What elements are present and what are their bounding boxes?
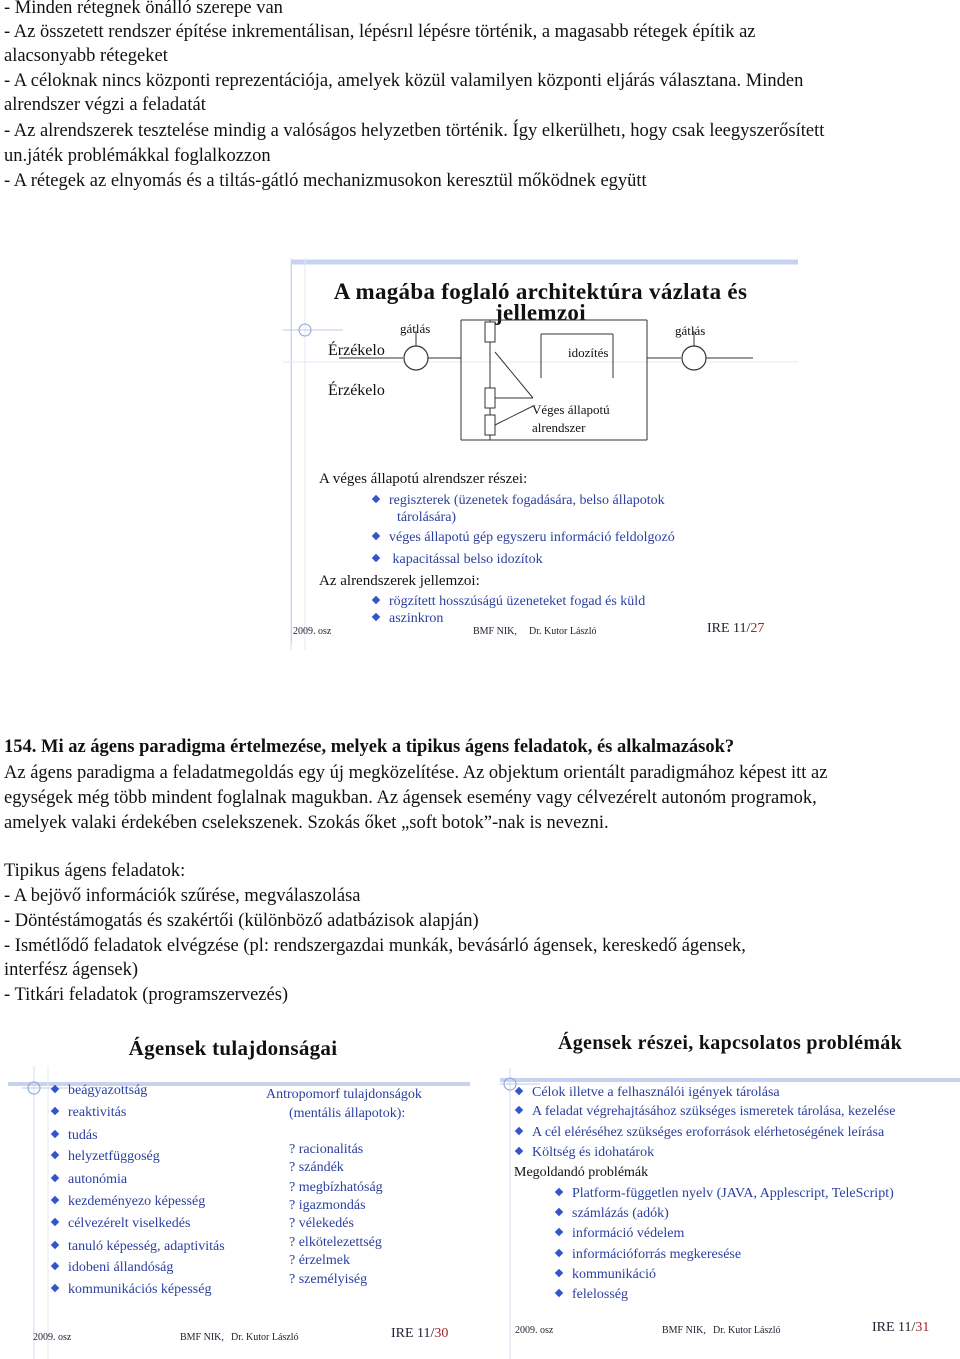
list-item: felelosség <box>556 1286 628 1303</box>
timer-label: idozítés <box>568 345 609 360</box>
bullet-icon <box>51 1130 59 1138</box>
slide-title-line: A magába foglaló architektúra vázlata és <box>333 279 748 304</box>
list-item: kezdeményezo képesség <box>52 1193 205 1210</box>
list-item: információforrás megkeresése <box>556 1246 741 1263</box>
register-box <box>485 388 495 408</box>
slide-footer-author: Dr. Kutor László <box>231 1332 299 1343</box>
slide-footer-author: Dr. Kutor László <box>529 626 597 637</box>
text-line: - Minden rétegnek önálló szerepe van <box>4 0 283 18</box>
anthro-item: ? igazmondás <box>289 1198 366 1213</box>
bullet-icon <box>372 495 380 503</box>
text-line: - A rétegek az elnyomás és a tiltás-gátló mechanizmusokon keresztül mőködnek együtt <box>4 171 647 191</box>
list-item: rögzített hosszúságú üzeneteket fogad és küld <box>373 593 645 610</box>
bullet-icon <box>555 1188 563 1196</box>
parts-heading: A véges állapotú alrendszer részei: <box>319 471 528 487</box>
slide-title: Ágensek részei, kapcsolatos problémák <box>557 1032 903 1054</box>
inhibitor-node <box>404 346 428 370</box>
slide-title-line: jellemzoi <box>495 300 586 325</box>
problems-heading: Megoldandó problémák <box>514 1165 649 1180</box>
slide-page-number: IRE 11/31 <box>872 1320 930 1335</box>
slide-footer-author: Dr. Kutor László <box>713 1325 781 1336</box>
features-heading: Az alrendszerek jellemzoi: <box>319 573 480 589</box>
list-item: beágyazottság <box>52 1082 147 1099</box>
anthro-item: ? megbízhatóság <box>289 1180 383 1195</box>
list-item: kommunikáció <box>556 1266 656 1283</box>
bullet-icon <box>51 1174 59 1182</box>
bullet-icon <box>51 1085 59 1093</box>
slide-title: Ágensek tulajdonságai <box>128 1036 338 1060</box>
list-item: helyzetfüggoség <box>52 1148 160 1165</box>
anthro-item: ? vélekedés <box>289 1216 354 1231</box>
slide-footer-date: 2009. osz <box>33 1332 72 1343</box>
text-line: - Az alrendszerek tesztelése mindig a valóságos helyzetben történik. Így elkerülhetı, hogy csak leegyszerősített <box>4 121 825 141</box>
slide-31 <box>500 1018 960 1359</box>
register-box <box>485 415 495 435</box>
anthro-heading: Antropomorf tulajdonságok <box>266 1087 422 1102</box>
inhibitor-node <box>682 346 706 370</box>
list-item: Költség és idohatárok <box>516 1144 654 1161</box>
task-line: - A bejövő információk szűrése, megválaszolása <box>4 886 361 906</box>
list-item: véges állapotú gép egyszeru információ feldolgozó <box>373 529 675 546</box>
bullet-icon <box>51 1241 59 1249</box>
list-item: Célok illetve a felhasználói igények tárolása <box>516 1084 780 1101</box>
list-item: autonómia <box>52 1171 127 1188</box>
bullet-icon <box>51 1262 59 1270</box>
task-line: interfész ágensek) <box>4 960 139 980</box>
slide-footer-date: 2009. osz <box>515 1325 554 1336</box>
bullet-icon <box>555 1208 563 1216</box>
text-line: alrendszer végzi a feladatát <box>4 95 206 115</box>
list-item: tanuló képesség, adaptivitás <box>52 1238 225 1255</box>
answer-line: egységek még több mindent foglalnak magukban. Az ágensek esemény vagy célvezérelt autonóm programok, <box>4 788 817 808</box>
list-item: A feladat végrehajtásához szükséges ismeretek tárolása, kezelése <box>516 1103 895 1120</box>
slide-footer-org: BMF NIK, <box>473 626 517 637</box>
bullet-icon <box>51 1196 59 1204</box>
slide-footer-date: 2009. osz <box>293 626 332 637</box>
bullet-icon <box>372 596 380 604</box>
anthro-heading: (mentális állapotok): <box>289 1106 406 1121</box>
anthro-item: ? elkötelezettség <box>289 1235 382 1250</box>
bullet-icon <box>515 1087 523 1095</box>
list-item: idobeni állandóság <box>52 1259 173 1276</box>
bullet-icon <box>51 1218 59 1226</box>
slide-page-number: IRE 11/30 <box>391 1326 449 1341</box>
text-line: - A céloknak nincs központi reprezentációja, amelyek közül valamilyen központi eljárás választana. Minden <box>4 71 804 91</box>
bullet-icon <box>515 1147 523 1155</box>
bullet-icon <box>51 1151 59 1159</box>
architecture-diagram <box>283 258 798 468</box>
list-item: A cél eléréséhez szükséges eroforrások elérhetoségének leírása <box>516 1124 884 1141</box>
bullet-icon <box>555 1269 563 1277</box>
task-line: - Titkári feladatok (programszervezés) <box>4 985 289 1005</box>
list-item: regiszterek (üzenetek fogadására, belso állapotok <box>373 492 665 509</box>
list-item: Platform-független nyelv (JAVA, Applescript, TeleScript) <box>556 1185 894 1202</box>
fsm-label: Véges állapotú <box>532 402 610 417</box>
inhibition-label: gátlás <box>400 321 431 336</box>
bullet-icon <box>372 554 380 562</box>
bullet-icon <box>51 1284 59 1292</box>
bullet-icon <box>515 1106 523 1114</box>
slide-27 <box>283 258 798 650</box>
list-item: információ védelem <box>556 1225 684 1242</box>
slide-page-number: IRE 11/27 <box>707 621 765 636</box>
anthro-item: ? személyiség <box>289 1272 368 1287</box>
anthro-item: ? szándék <box>289 1160 344 1175</box>
sensor-label: Érzékelo <box>328 342 385 359</box>
list-item: kapacitással belso idozítok <box>373 551 543 568</box>
register-box <box>485 322 495 342</box>
anthro-item: ? racionalitás <box>289 1142 364 1157</box>
sensor-label: Érzékelo <box>328 382 385 399</box>
bullet-icon <box>372 532 380 540</box>
question-heading: 154. Mi az ágens paradigma értelmezése, melyek a tipikus ágens feladatok, és alkalmazások? <box>4 737 735 757</box>
tasks-heading: Tipikus ágens feladatok: <box>4 861 186 881</box>
bullet-icon <box>515 1127 523 1135</box>
slide-footer-org: BMF NIK, <box>180 1332 224 1343</box>
list-item: célvezérelt viselkedés <box>52 1215 190 1232</box>
text-line: - Az összetett rendszer építése inkrementálisan, lépésrıl lépésre történik, a magasabb rétegek építik az <box>4 22 756 42</box>
inhibition-label: gátlás <box>675 323 706 338</box>
bullet-icon <box>555 1228 563 1236</box>
anthro-item: ? érzelmek <box>289 1253 351 1268</box>
text-line: un.játék problémákkal foglalkozzon <box>4 146 271 166</box>
bullet-icon <box>51 1107 59 1115</box>
bullet-icon <box>555 1249 563 1257</box>
bullet-icon <box>555 1289 563 1297</box>
list-item: számlázás (adók) <box>556 1205 669 1222</box>
task-line: - Ismétlődő feladatok elvégzése (pl: rendszergazdai munkák, bevásárló ágensek, kereskedő ágensek, <box>4 936 746 956</box>
list-item: aszinkron <box>373 610 443 627</box>
list-item: kommunikációs képesség <box>52 1281 211 1298</box>
answer-line: Az ágens paradigma a feladatmegoldás egy új megközelítése. Az objektum orientált paradigmához képest itt az <box>4 763 828 783</box>
task-line: - Döntéstámogatás és szakértői (különböző adatbázisok alapján) <box>4 911 479 931</box>
list-item: tudás <box>52 1127 98 1144</box>
slide-30 <box>8 1026 470 1359</box>
answer-line: amelyek valaki érdekében cselekszenek. Szokás őket „soft botok”-nak is nevezni. <box>4 813 609 833</box>
list-item: reaktivitás <box>52 1104 126 1121</box>
bullet-icon <box>372 613 380 621</box>
fsm-label: alrendszer <box>532 420 586 435</box>
text-line: alacsonyabb rétegeket <box>4 46 168 66</box>
slide-footer-org: BMF NIK, <box>662 1325 706 1336</box>
list-item: tárolására) <box>397 510 457 525</box>
